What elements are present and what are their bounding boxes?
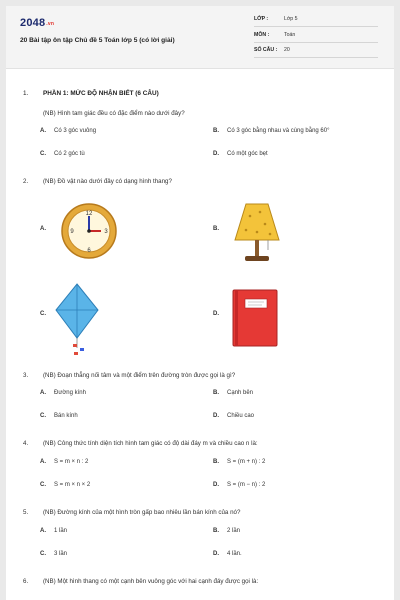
q3-option-b[interactable]: B. Cạnh bên xyxy=(213,390,254,396)
meta-class-row xyxy=(254,14,378,27)
q5-option-a[interactable]: A. 1 lần xyxy=(40,528,68,534)
q5-option-c[interactable]: C. 3 lần xyxy=(40,551,68,557)
lamp-icon xyxy=(232,202,282,264)
svg-text:12: 12 xyxy=(85,211,93,217)
question-6: 6. (NB) Một hình thang có một cạnh bên vuông góc với hai cạnh đáy được gọi là: xyxy=(23,578,259,585)
q1-option-a[interactable]: A. Có 3 góc vuông xyxy=(40,128,97,134)
q2-option-c[interactable]: C. xyxy=(40,311,46,317)
q2-option-b[interactable]: B. xyxy=(213,226,219,232)
document-page xyxy=(6,6,394,600)
q3-option-a[interactable]: A. Đường kính xyxy=(40,390,86,396)
question-4: 4. (NB) Công thức tính diện tích hình tam giác có độ dài đáy m và chiều cao n là: xyxy=(23,440,258,447)
q5-option-b[interactable]: B. 2 lần xyxy=(213,528,241,534)
logo-suffix: .vn xyxy=(46,21,55,27)
meta-subject-row xyxy=(254,30,378,43)
clock-icon xyxy=(60,202,118,260)
meta-value: Toán xyxy=(284,32,296,38)
meta-key: SỐ CÂU : xyxy=(254,47,278,53)
question-3: 3. (NB) Đoạn thẳng nối tâm và một điểm trên đường tròn được gọi là gì? xyxy=(23,372,236,379)
meta-count-row xyxy=(254,45,378,58)
q4-option-d[interactable]: D. S = (m − n) : 2 xyxy=(213,482,266,488)
meta-value: 20 xyxy=(284,47,290,53)
site-logo[interactable] xyxy=(20,17,54,29)
section-number: 1. xyxy=(23,90,29,97)
q1-option-d[interactable]: D. Có một góc bẹt xyxy=(213,151,268,157)
kite-icon xyxy=(54,282,100,358)
q3-option-d[interactable]: D. Chiều cao xyxy=(213,413,255,419)
q1-option-b[interactable]: B. Có 3 góc bằng nhau và cùng bằng 60° xyxy=(213,128,330,134)
svg-text:6: 6 xyxy=(87,248,91,254)
q5-option-d[interactable]: D. 4 lần. xyxy=(213,551,242,557)
q1-option-c[interactable]: C. Có 2 góc tù xyxy=(40,151,85,157)
logo-text: 2048 xyxy=(20,17,46,29)
q4-option-a[interactable]: A. S = m × n : 2 xyxy=(40,459,89,465)
q4-option-b[interactable]: B. S = (m + n) : 2 xyxy=(213,459,266,465)
question-1-text: (NB) Hình tam giác đều có đặc điểm nào dưới đây? xyxy=(43,110,185,117)
document-title: 20 Bài tập ôn tập Chủ đề 5 Toán lớp 5 (có lời giải) xyxy=(20,37,175,44)
document-header xyxy=(6,6,394,69)
section-heading xyxy=(23,90,159,97)
meta-key: LỚP : xyxy=(254,16,269,22)
q2-option-d[interactable]: D. xyxy=(213,311,219,317)
svg-text:9: 9 xyxy=(70,229,74,235)
q2-option-a[interactable]: A. xyxy=(40,226,46,232)
notebook-icon xyxy=(232,289,278,347)
meta-key: MÔN : xyxy=(254,32,270,38)
question-2: 2. (NB) Đồ vật nào dưới đây có dạng hình thang? xyxy=(23,178,172,185)
q4-option-c[interactable]: C. S = m × n × 2 xyxy=(40,482,91,488)
svg-text:3: 3 xyxy=(104,229,108,235)
q3-option-c[interactable]: C. Bán kính xyxy=(40,413,78,419)
meta-value: Lớp 5 xyxy=(284,16,298,22)
section-title: PHẦN 1: MỨC ĐỘ NHẬN BIẾT (6 CÂU) xyxy=(43,90,159,97)
question-5: 5. (NB) Đường kính của một hình tròn gấp bao nhiêu lần bán kính của nó? xyxy=(23,509,241,516)
